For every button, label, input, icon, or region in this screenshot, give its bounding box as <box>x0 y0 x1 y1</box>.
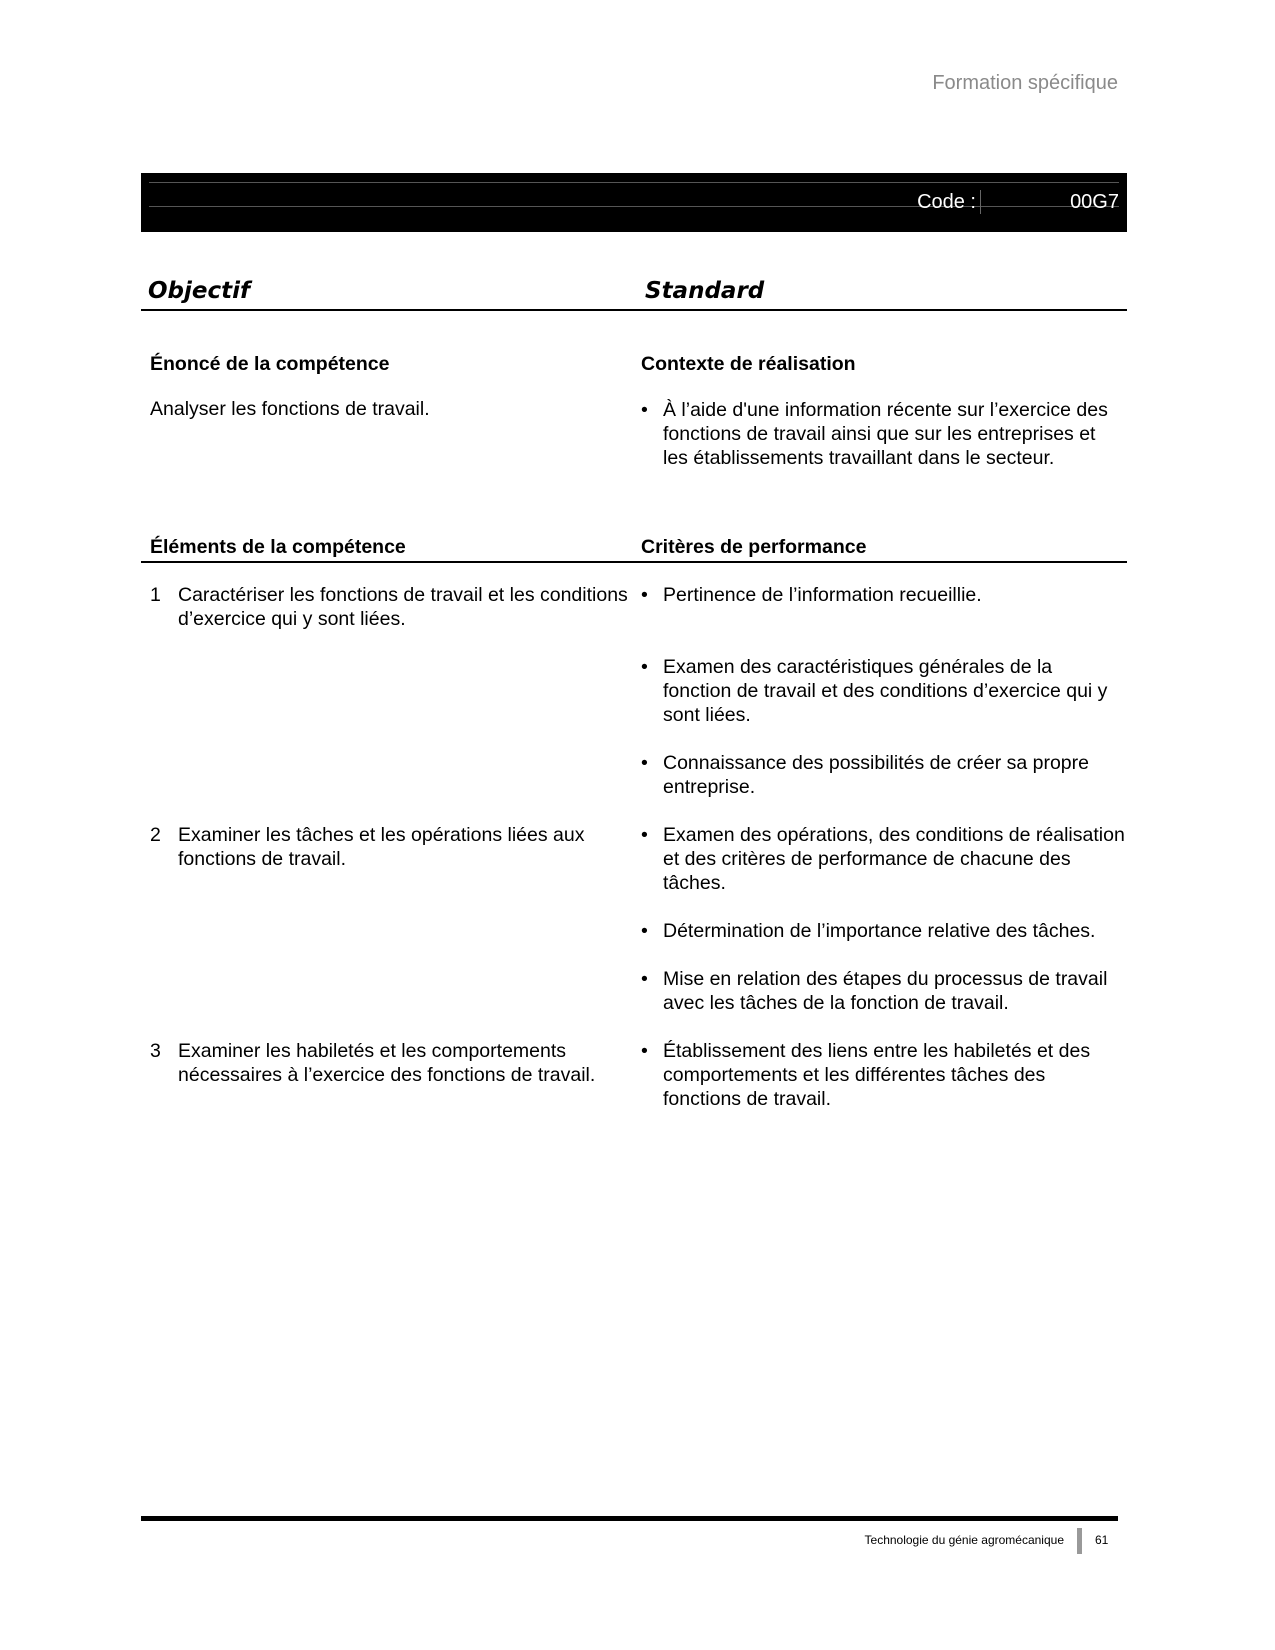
divider <box>141 309 1127 311</box>
objectif-heading: Objectif <box>148 278 251 304</box>
enonce-text: Analyser les fonctions de travail. <box>150 398 430 420</box>
elements-title: Éléments de la compétence <box>150 536 406 558</box>
footer-separator <box>1077 1528 1082 1554</box>
critere-item: • Détermination de l’importance relative des tâches. <box>641 919 1125 943</box>
table-row <box>150 583 1125 799</box>
element-item: 2 Examiner les tâches et les opérations liées aux fonctions de travail. <box>150 824 585 870</box>
divider <box>141 561 1127 563</box>
critere-item: • Pertinence de l’information recueillie. <box>641 583 1125 607</box>
code-value: 00G7 <box>1070 191 1119 213</box>
contexte-title: Contexte de réalisation <box>641 353 856 375</box>
criteres-title: Critères de performance <box>641 536 867 558</box>
page-number: 61 <box>1095 1533 1109 1547</box>
critere-item: • Connaissance des possibilités de créer sa propre entreprise. <box>641 751 1125 799</box>
critere-item: • Examen des opérations, des conditions de réalisation et des critères de performance de chacune des tâches. <box>641 823 1125 895</box>
running-header: Formation spécifique <box>932 72 1118 94</box>
table-row <box>150 1039 1125 1111</box>
standard-heading: Standard <box>645 278 765 304</box>
element-item: 3 Examiner les habiletés et les comportements nécessaires à l’exercice des fonctions de travail. <box>150 1040 596 1086</box>
divider <box>149 182 1119 183</box>
title-bar <box>141 173 1127 232</box>
table-row <box>150 823 1125 1015</box>
element-item: 1 Caractériser les fonctions de travail et les conditions d’exercice qui y sont liées. <box>150 584 628 630</box>
critere-item: • Examen des caractéristiques générales de la fonction de travail et des conditions d’exercice qui y sont liées. <box>641 655 1125 727</box>
critere-item: • Mise en relation des étapes du processus de travail avec les tâches de la fonction de travail. <box>641 967 1125 1015</box>
footer-rule <box>141 1516 1118 1521</box>
competence-table <box>150 583 1125 1135</box>
critere-item: • Établissement des liens entre les habiletés et des comportements et les différentes tâches des fonctions de travail. <box>641 1039 1125 1111</box>
enonce-title: Énoncé de la compétence <box>150 353 390 375</box>
footer-title: Technologie du génie agromécanique <box>864 1533 1064 1547</box>
contexte-item: • À l’aide d'une information récente sur l’exercice des fonctions de travail ainsi que sur les entreprises et les établissements travaillant dans le secteur. <box>641 398 1125 470</box>
code-label: Code : <box>917 190 981 214</box>
